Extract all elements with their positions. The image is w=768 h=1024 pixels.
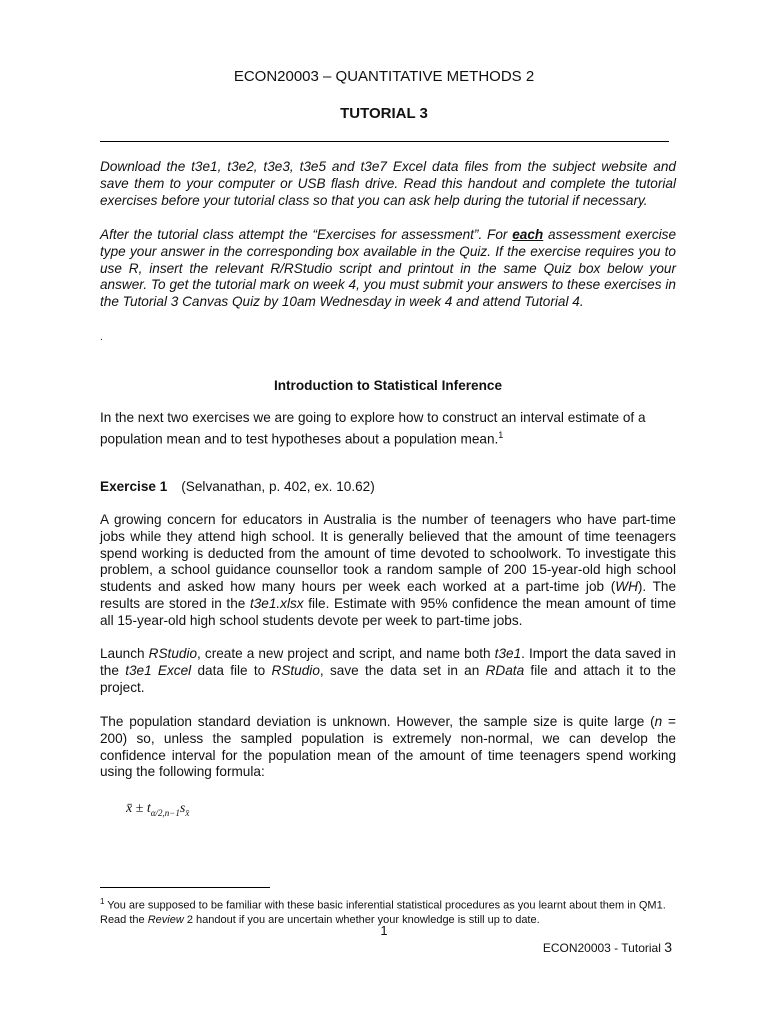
section-heading: Introduction to Statistical Inference xyxy=(273,378,503,393)
header-rule xyxy=(100,141,669,142)
file-name: t3e1.xlsx xyxy=(249,595,304,611)
footnote-rule xyxy=(100,887,270,888)
ex1-text-b: ). The results are stored in the xyxy=(100,579,677,611)
ex1-p3-a: The population standard deviation is unknown. However, the sample size is quite large ( xyxy=(100,714,655,729)
ex1-p3-b: = 200) so, unless the sampled population is extremely non-normal, we can develop the confidence interval for the population mean of the amount of time teenagers spend working using the following formula: xyxy=(100,714,676,780)
footer-tutorial-number: 3 xyxy=(664,939,672,955)
footnote-text-b: 2 handout if you are uncertain whether your knowledge is still up to date. xyxy=(183,913,540,926)
intro-text: After the tutorial class attempt the “Exercises for assessment”. For xyxy=(100,227,513,242)
emphasis-each: each xyxy=(512,227,544,242)
formula-t-subscript: α/2,n−1 xyxy=(150,807,180,818)
footnote-marker: 1 xyxy=(498,429,504,440)
exercise-1-heading xyxy=(100,479,375,494)
rdata-term: RData xyxy=(485,662,525,678)
footnote-number: 1 xyxy=(100,897,105,906)
ex1-text-c: file. Estimate with 95% confidence the mean amount of time all 15-year-old high school students devote per week to part-time jobs. xyxy=(100,595,676,628)
footnote-review: Review xyxy=(147,913,184,926)
excel-term: t3e1 Excel xyxy=(125,662,192,678)
stray-dot: . xyxy=(100,332,103,343)
var-n: n xyxy=(654,714,663,729)
formula-s-subscript: x̄ xyxy=(185,807,190,818)
footnote xyxy=(100,895,675,927)
course-title: ECON20003 – QUANTITATIVE METHODS 2 xyxy=(233,68,535,85)
footer-label xyxy=(543,939,672,955)
footnote-text-a: You are supposed to be familiar with these basic inferential statistical procedures as you learnt about them in QM1. Read the xyxy=(100,899,666,926)
tutorial-title: TUTORIAL 3 xyxy=(340,105,428,122)
exercise-1-reference: (Selvanathan, p. 402, ex. 10.62) xyxy=(181,479,375,494)
footer-label-text: ECON20003 - Tutorial xyxy=(542,941,665,955)
ex1-p2-d: data file to xyxy=(191,662,272,678)
intro-paragraph-2 xyxy=(100,227,676,311)
exercise-1-paragraph-2 xyxy=(100,646,676,696)
exercise-1-label: Exercise 1 xyxy=(100,479,168,494)
rstudio-term-2: RStudio xyxy=(271,662,320,678)
exercise-1-paragraph-1 xyxy=(100,512,676,630)
section-intro-paragraph xyxy=(100,410,676,448)
ex1-p2-e: , save the data set in an xyxy=(319,662,486,678)
formula-xbar: x̄ xyxy=(126,801,133,816)
section-text: In the next two exercises we are going to explore how to construct an interval estimate of a population mean and to test hypotheses about a population mean. xyxy=(100,410,646,447)
ex1-text-a: A growing concern for educators in Australia is the number of teenagers who have part-time jobs while they attend high school. It is generally believed that the amount of time teenagers spend working is deducted from the amount of time devoted to schoolwork. To investigate this problem, a school guidance counsellor took a random sample of 200 15-year-old high school students and asked how many hours per week each worked at a part-time job ( xyxy=(100,512,676,595)
confidence-interval-formula xyxy=(126,801,189,818)
intro-paragraph-1: Download the t3e1, t3e2, t3e3, t3e5 and t3e7 Excel data files from the subject website and save them to your computer or USB flash drive. Read this handout and complete the tutorial exercises before your tutorial class so that you can ask help during the tutorial if necessary. xyxy=(100,159,676,208)
page-number: 1 xyxy=(380,923,388,938)
var-wh: WH xyxy=(615,579,638,595)
t3e1-term: t3e1 xyxy=(494,646,522,661)
formula-plus-minus: ± xyxy=(132,801,147,816)
rstudio-term: RStudio xyxy=(148,646,198,661)
intro-text-cont: assessment exercise type your answer in the corresponding box available in the Quiz. If the exercise requires you to use R, insert the relevant R/RStudio script and printout in the same Quiz box below your answer. To get the tutorial mark on week 4, you must submit your answers to these exercises in the Tutorial 3 Canvas Quiz by 10am Wednesday in week 4 and attend Tutorial 4. xyxy=(100,227,676,310)
ex1-p2-c: . Import the data saved in the xyxy=(100,646,676,678)
formula-s: s xyxy=(179,801,186,816)
ex1-p2-a: Launch xyxy=(100,646,149,661)
formula-t: t xyxy=(146,801,151,816)
exercise-1-paragraph-3 xyxy=(100,714,676,781)
ex1-p2-b: , create a new project and script, and name both xyxy=(197,646,495,661)
ex1-p2-f: file and attach it to the project. xyxy=(100,662,676,695)
